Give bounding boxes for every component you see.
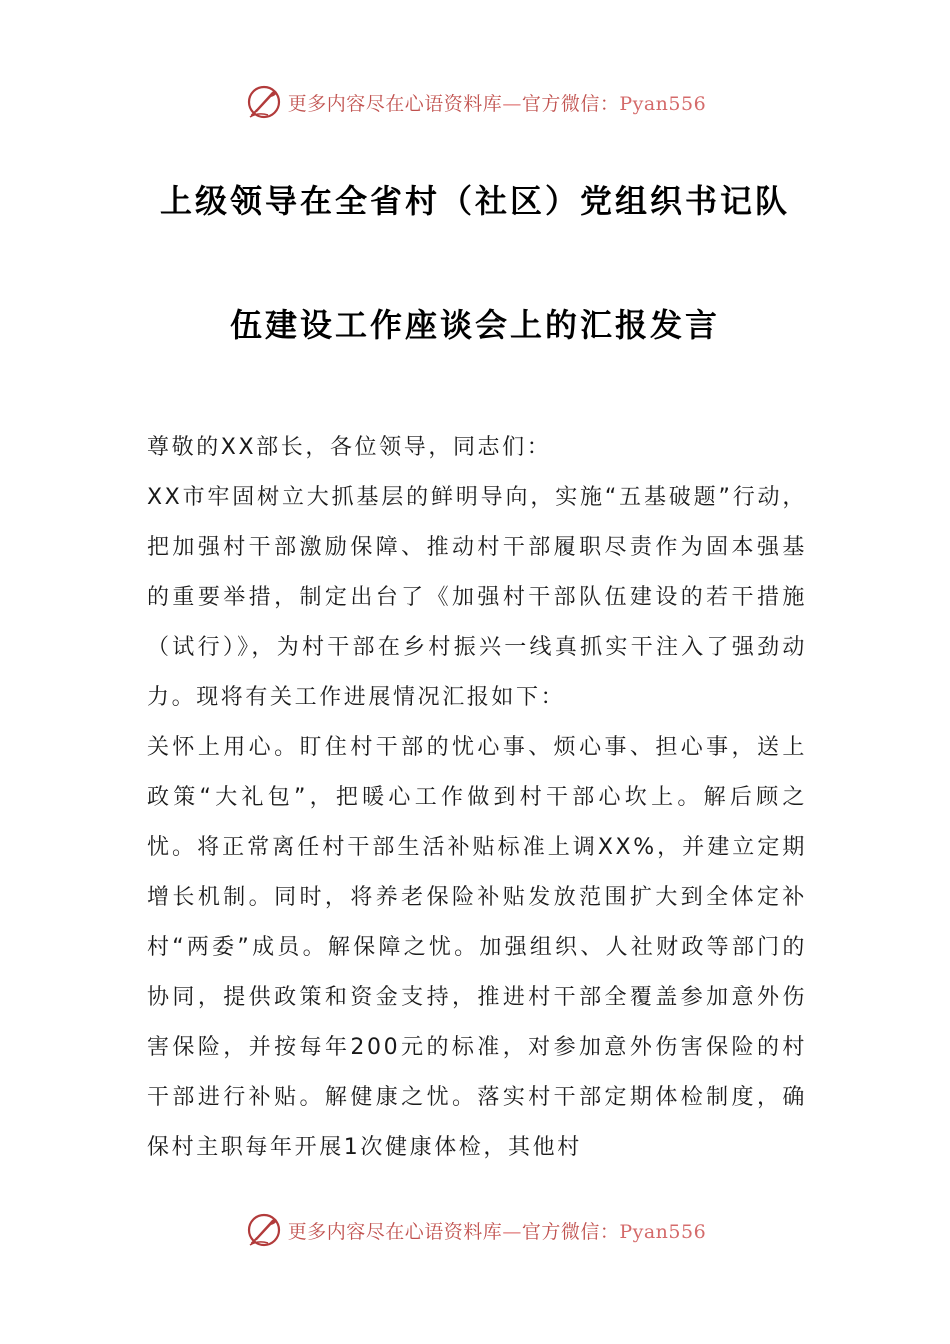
footer-contact-label: 官方微信： bbox=[521, 1220, 620, 1243]
salutation: 尊敬的XX部长，各位领导，同志们： bbox=[147, 435, 552, 460]
quill-circle-icon bbox=[244, 1210, 284, 1250]
footer-brand-text: 更多内容尽在心语资料库 bbox=[287, 1220, 503, 1243]
footer-separator: — bbox=[502, 1220, 522, 1243]
footer-banner bbox=[0, 1208, 950, 1252]
header-banner bbox=[0, 80, 950, 124]
document-body bbox=[147, 423, 807, 1173]
footer-contact-id: Pyan556 bbox=[619, 1220, 707, 1243]
banner-contact-id: Pyan556 bbox=[619, 92, 707, 115]
document-title-line-2: 伍建设工作座谈会上的汇报发言 bbox=[229, 306, 720, 344]
paragraph-1: XX市牢固树立大抓基层的鲜明导向，实施“五基破题”行动，把加强村干部激励保障、推动村干部履职尽责作为固本强基的重要举措，制定出台了《加强村干部队伍建设的若干措施（试行）》，为村干部在乡村振兴一线真抓实干注入了强劲动力。现将有关工作进展情况汇报如下： bbox=[147, 485, 807, 710]
paragraph-2: 关怀上用心。盯住村干部的忧心事、烦心事、担心事，送上政策“大礼包”，把暖心工作做到村干部心坎上。解后顾之忧。将正常离任村干部生活补贴标准上调XX%，并建立定期增长机制。同时，将养老保险补贴发放范围扩大到全体定补村“两委”成员。解保障之忧。加强组织、人社财政等部门的协同，提供政策和资金支持，推进村干部全覆盖参加意外伤害保险，并按每年200元的标准，对参加意外伤害保险的村干部进行补贴。解健康之忧。落实村干部定期体检制度，确保村主职每年开展1次健康体检，其他村 bbox=[147, 735, 807, 1160]
quill-circle-icon bbox=[244, 82, 284, 122]
banner-contact-label: 官方微信： bbox=[521, 92, 620, 115]
banner-brand-text: 更多内容尽在心语资料库 bbox=[287, 92, 503, 115]
banner-separator: — bbox=[502, 92, 522, 115]
document-title-line-1: 上级领导在全省村（社区）党组织书记队 bbox=[159, 182, 790, 220]
